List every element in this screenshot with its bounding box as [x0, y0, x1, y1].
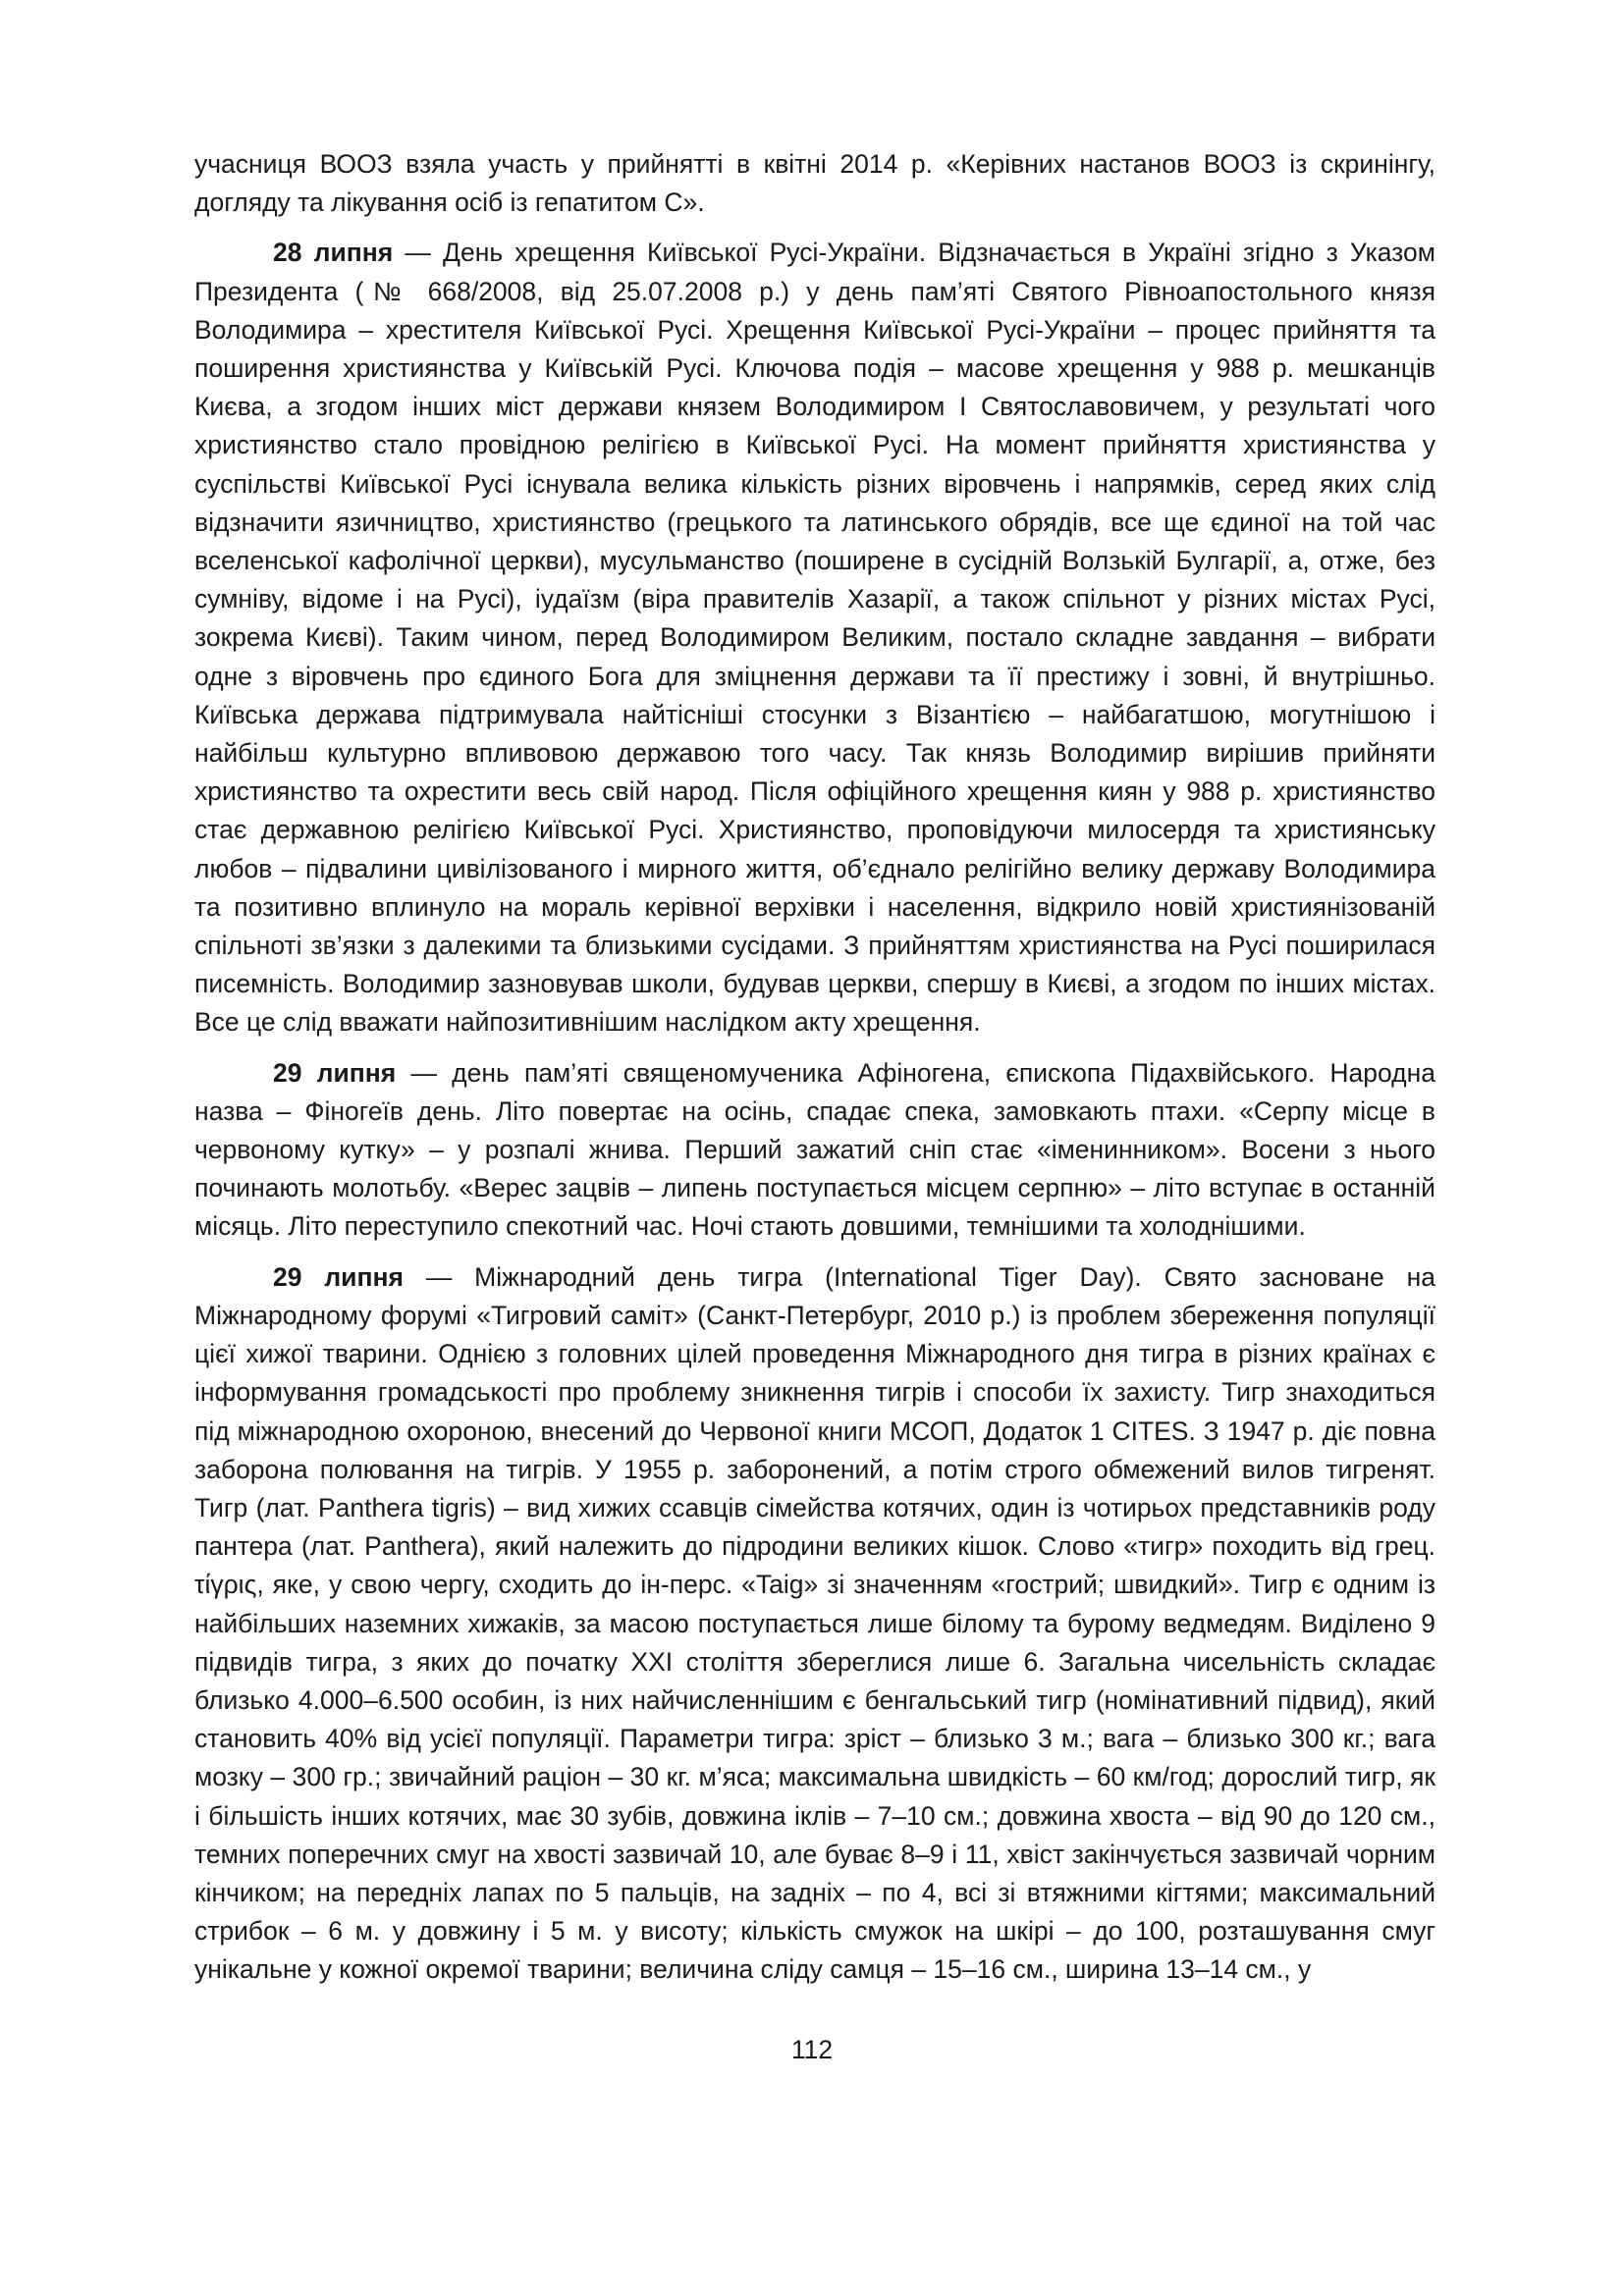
paragraph-date: 29 липня [273, 1261, 404, 1292]
paragraph-text: — День хрещення Київської Русі-України. Відзначається в Україні згідно з Указом Президента (№ 668/2008, від 25.07.2008 р.) у день пам’яті Святого Рівноапостольного князя Володимира – хрестителя Київської Русі. Хрещення Київської Русі-України – процес прийняття та поширення християнства у Київській Русі. Ключова подія – масове хрещення у 988 р. мешканців Києва, а згодом інших міст держави князем Володимиром І Святославовичем, у результаті чого християнство стало провідною релігією в Київської Русі. На момент прийняття християнства у суспільстві Київської Русі існувала велика кількість різних віровчень і напрямків, серед яких слід відзначити язичництво, християнство (грецького та латинського обрядів, все ще єдиної на той час вселенської кафолічної церкви), мусульманство (поширене в сусідній Волзькій Булгарії, а, отже, без сумніву, відоме і на Русі), іудаїзм (віра правителів Хазарії, а також спільнот у різних містах Русі, зокрема Києві). Таким чином, перед Володимиром Великим, постало складне завдання – вибрати одне з віровчень про єдиного Бога для зміцнення держави та її престижу і зовні, й внутрішньо. Київська держава підтримувала найтісніші стосунки з Візантією – найбагатшою, могутнішою і найбільш культурно впливовою державою того часу. Так князь Володимир вирішив прийняти християнство та охрестити весь свій народ. Після офіційного хрещення киян у 988 р. християнство стає державною релігією Київської Русі. Християнство, проповідуючи милосердя та християнську любов – підвалини цивілізованого і мирного життя, об’єднало релігійно велику державу Володимира та позитивно вплинуло на мораль керівної верхівки і населення, відкрило новій християнізованій спільноті зв’язки з далекими та близькими сусідами. З прийняттям християнства на Русі поширилася писемність. Володимир зазновував школи, будував церкви, спершу в Києві, а згодом по інших містах. Все це слід вважати найпозитивнішим наслідком акту хрещення. [194, 238, 1435, 1038]
document-body [194, 145, 1435, 2002]
paragraph-afinogen-day [194, 1054, 1435, 1247]
paragraph-text: учасниця ВООЗ взяла участь у прийнятті в квітні 2014 р. «Керівних настанов ВООЗ із скринінгу, догляду та лікування осіб із гепатитом С». [194, 149, 1435, 218]
paragraph-date: 29 липня [273, 1057, 397, 1088]
paragraph-date: 28 липня [273, 238, 394, 268]
page-number: 112 [790, 2035, 834, 2064]
paragraph-text: — Міжнародний день тигра (International Tiger Day). Свято засноване на Міжнародному форумі «Тигровий саміт» (Санкт-Петербург, 2010 р.) із проблем збереження популяції цієї хижої тварини. Однією з головних цілей проведення Міжнародного дня тигра в різних країнах є інформування громадськості про проблему зникнення тигрів і способи їх захисту. Тигр знаходиться під міжнародною охороною, внесений до Червоної книги МСОП, Додаток 1 CITES. З 1947 р. діє повна заборона полювання на тигрів. У 1955 р. заборонений, а потім строго обмежений вилов тигренят. Тигр (лат. Panthera tigris) – вид хижих ссавців сімейства котячих, один із чотирьох представників роду пантера (лат. Panthera), який належить до підродини великих кішок. Слово «тигр» походить від грец. τίγρις, яке, у свою чергу, сходить до ін-перс. «Taig» зі значенням «гострий; швидкий». Тигр є одним із найбільших наземних хижаків, за масою поступається лише білому та бурому ведмедям. Виділено 9 підвидів тигра, з яких до початку XXI століття збереглися лише 6. Загальна чисельність складає близько 4.000–6.500 особин, із них найчисленнішим є бенгальський тигр (номінативний підвид), який становить 40% від усієї популяції. Параметри тигра: зріст – близько 3 м.; вага – близько 300 кг.; вага мозку – 300 гр.; звичайний раціон – 30 кг. м’яса; максимальна швидкість – 60 км/год; дорослий тигр, як і більшість інших котячих, має 30 зубів, довжина іклів – 7–10 см.; довжина хвоста – від 90 до 120 см., темних поперечних смуг на хвості зазвичай 10, але буває 8–9 і 11, хвіст закінчується зазвичай чорним кінчиком; на передніх лапах по 5 пальців, на задніх – по 4, всі зі втяжними кігтями; максимальний стрибок – 6 м. у довжину і 5 м. у висоту; кількість смужок на шкірі – до 100, розташування смуг унікальне у кожної окремої тварини; величина сліду самця – 15–16 см., ширина 13–14 см., у [194, 1261, 1435, 1985]
paragraph-tiger-day [194, 1258, 1435, 1990]
paragraph-baptism-of-rus [194, 234, 1435, 1041]
paragraph-text: — день пам’яті священомученика Афіногена, єпископа Підахвійського. Народна назва – Фіногеїв день. Літо повертає на осінь, спадає спека, замовкають птахи. «Серпу місце в червоному кутку» – у розпалі жнива. Перший зажатий сніп стає «іменинником». Восени з нього починають молотьбу. «Верес зацвів – липень поступається місцем серпню» – літо вступає в останній місяць. Літо переступило спекотний час. Ночі стають довшими, темнішими та холоднішими. [194, 1057, 1435, 1242]
paragraph-who-hepatitis [194, 145, 1435, 222]
